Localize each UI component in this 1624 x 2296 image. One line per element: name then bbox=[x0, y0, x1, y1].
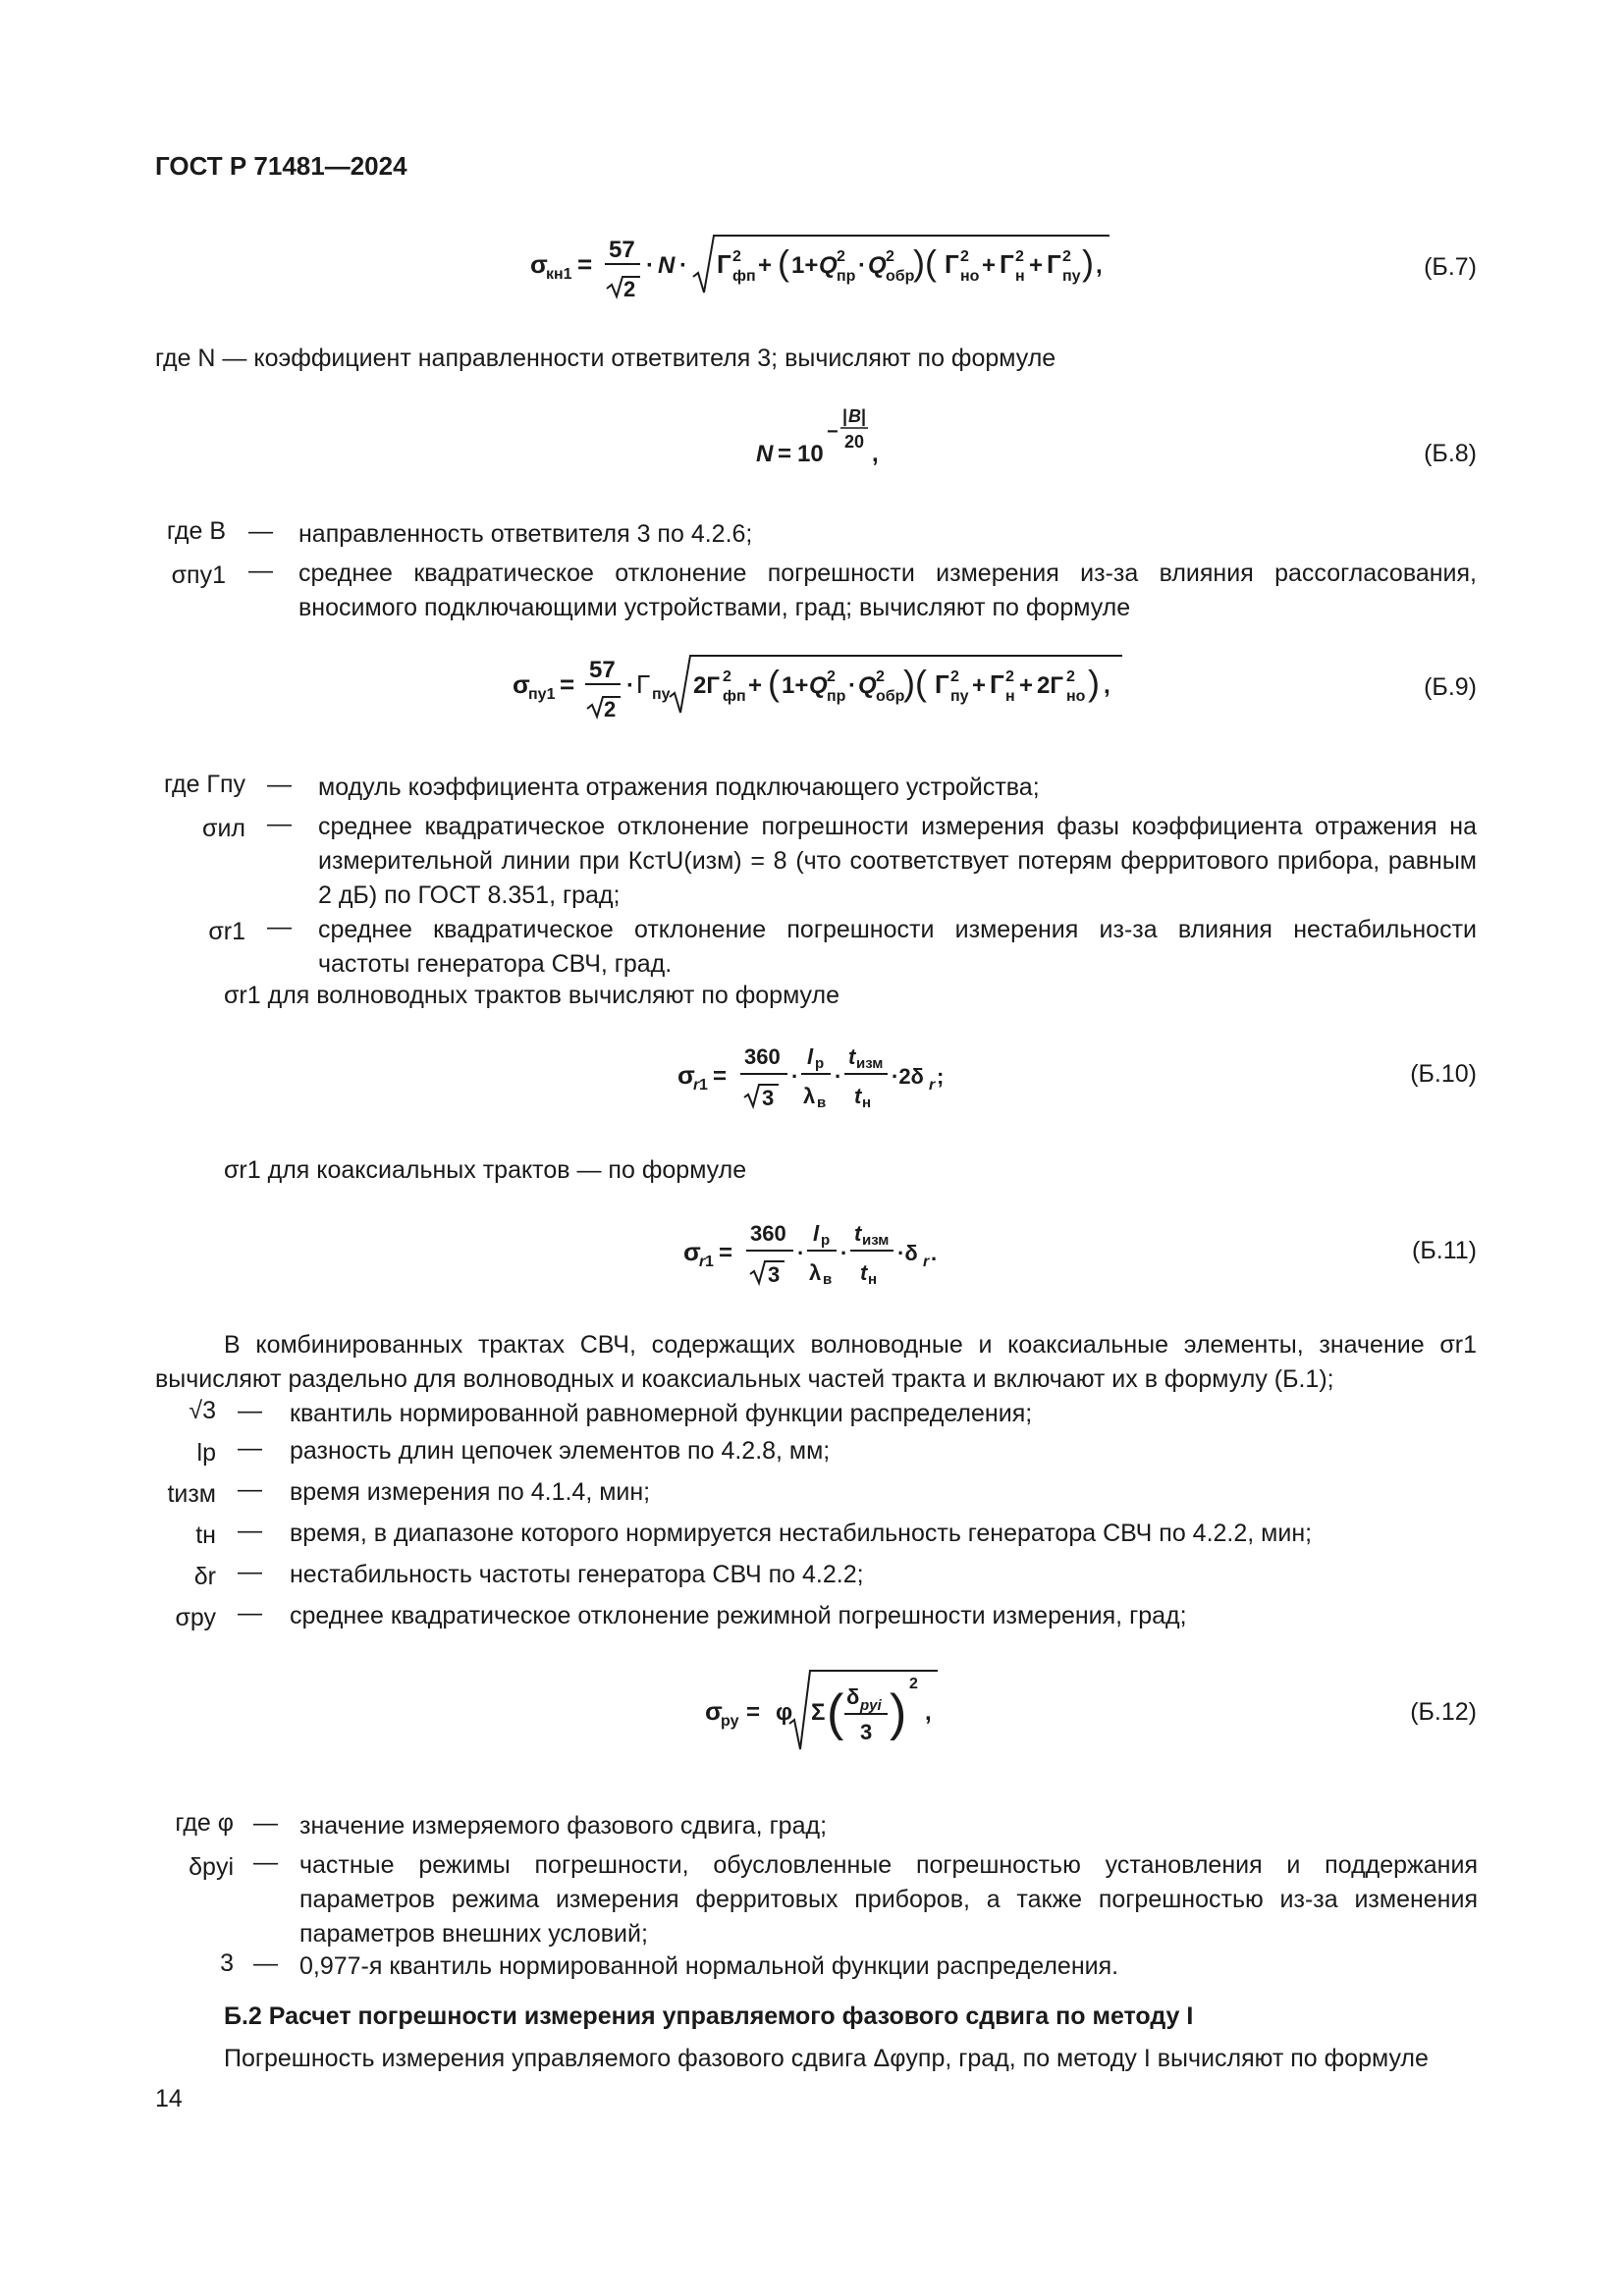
svg-text:φ: φ bbox=[776, 1699, 793, 1726]
svg-text:1: 1 bbox=[699, 1077, 708, 1094]
svg-text:|: | bbox=[861, 406, 867, 426]
formula-b11 bbox=[677, 1213, 972, 1302]
svg-text:Q: Q bbox=[809, 672, 828, 699]
dash: — bbox=[267, 913, 292, 940]
svg-text:σ: σ bbox=[677, 1060, 695, 1090]
svg-text:пу: пу bbox=[1062, 268, 1081, 285]
definition-label: где Гпу bbox=[163, 771, 245, 798]
svg-text:t: t bbox=[848, 1044, 856, 1069]
svg-text:·: · bbox=[840, 1241, 848, 1265]
svg-text:пу: пу bbox=[652, 686, 671, 703]
dash: — bbox=[253, 1809, 278, 1837]
definition-label: где B bbox=[166, 517, 226, 545]
document-header: ГОСТ Р 71481—2024 bbox=[155, 151, 407, 181]
definition-text: направленность ответвителя 3 по 4.2.6; bbox=[298, 520, 753, 548]
svg-text:пу: пу bbox=[950, 688, 969, 705]
definition-label: δr bbox=[193, 1563, 216, 1590]
svg-text:2: 2 bbox=[1015, 248, 1024, 265]
svg-text:10: 10 bbox=[797, 441, 824, 467]
svg-text:N: N bbox=[756, 441, 774, 467]
dash: — bbox=[253, 1949, 278, 1977]
svg-text:(: ( bbox=[768, 663, 780, 703]
svg-text:Q: Q bbox=[858, 672, 877, 699]
svg-text:)(: )( bbox=[913, 242, 937, 283]
svg-text:Г: Г bbox=[990, 669, 1004, 699]
svg-text:δ: δ bbox=[846, 1684, 860, 1709]
svg-text:57: 57 bbox=[589, 657, 616, 683]
equation-number: (Б.12) bbox=[1410, 1698, 1477, 1726]
definition-label: σпу1 bbox=[171, 561, 226, 589]
dash: — bbox=[238, 1558, 262, 1585]
definition-text: модуль коэффициента отражения подключающего устройства; bbox=[318, 774, 1040, 801]
svg-text:фп: фп bbox=[723, 688, 746, 705]
svg-text:(: ( bbox=[778, 242, 789, 283]
svg-text:пр: пр bbox=[837, 268, 856, 285]
definition-text: нестабильность частоты генератора СВЧ по 4.2.2; bbox=[290, 1561, 864, 1588]
definition-text: среднее квадратическое отклонение погрешности измерения из-за влияния рассогласования, вносимого подключающими устройствами, град; вычисляют по формуле bbox=[298, 560, 1477, 621]
svg-text:l: l bbox=[807, 1044, 814, 1069]
svg-text:360: 360 bbox=[744, 1044, 781, 1069]
formula-b9 bbox=[503, 648, 1131, 726]
svg-text:B: B bbox=[848, 406, 861, 426]
svg-text:2: 2 bbox=[732, 248, 741, 265]
svg-text:2: 2 bbox=[1062, 248, 1071, 265]
definition-text: разность длин цепочек элементов по 4.2.8, мм; bbox=[290, 1437, 831, 1465]
svg-text:в: в bbox=[823, 1271, 833, 1288]
svg-text:=: = bbox=[560, 669, 575, 699]
section-heading-b2: Б.2 Расчет погрешности измерения управляемого фазового сдвига по методу I bbox=[224, 2002, 1194, 2030]
svg-text:=: = bbox=[778, 441, 792, 467]
svg-text:2: 2 bbox=[837, 248, 845, 265]
svg-text:σ: σ bbox=[705, 1696, 723, 1726]
svg-text:·: · bbox=[848, 672, 856, 699]
svg-text:.: . bbox=[931, 1241, 938, 1265]
svg-text:+: + bbox=[972, 672, 987, 699]
svg-text:кн1: кн1 bbox=[546, 266, 572, 283]
svg-text:но: но bbox=[1066, 688, 1086, 705]
dash: — bbox=[248, 557, 273, 584]
svg-text:пр: пр bbox=[827, 688, 846, 705]
svg-text:r: r bbox=[699, 1254, 706, 1270]
svg-text:r: r bbox=[923, 1254, 930, 1270]
svg-text:2: 2 bbox=[960, 248, 969, 265]
svg-text:2: 2 bbox=[886, 248, 894, 265]
svg-text:н: н bbox=[1015, 268, 1025, 285]
svg-text:3: 3 bbox=[768, 1262, 781, 1287]
equation-number: (Б.11) bbox=[1412, 1237, 1477, 1264]
svg-text:Г: Г bbox=[935, 669, 949, 699]
dash: — bbox=[238, 1599, 262, 1627]
svg-text:рyi: рyi bbox=[860, 1697, 882, 1714]
svg-text:−: − bbox=[827, 421, 839, 443]
definition-text: значение измеряемого фазового сдвига, град; bbox=[299, 1812, 828, 1840]
svg-text:3: 3 bbox=[860, 1720, 873, 1744]
equation-number: (Б.9) bbox=[1424, 673, 1477, 701]
definition-text: среднее квадратическое отклонение погрешности измерения из-за влияния нестабильности частоты генератора СВЧ, град. bbox=[318, 916, 1477, 978]
svg-text:обр: обр bbox=[876, 688, 905, 705]
svg-text:2Г: 2Г bbox=[693, 672, 720, 699]
svg-text:1+: 1+ bbox=[791, 252, 819, 279]
dash: — bbox=[267, 810, 292, 837]
definition-text: среднее квадратическое отклонение погрешности измерения фазы коэффициента отражения на измерительной линии при КстU(изм) = 8 (что соответствует потерям ферритового прибора, равным 2 дБ) по ГОСТ 8.351, град; bbox=[318, 813, 1477, 909]
dash: — bbox=[248, 517, 273, 545]
svg-text:Г: Г bbox=[1000, 249, 1014, 279]
svg-text:=: = bbox=[746, 1699, 761, 1726]
svg-text:l: l bbox=[813, 1221, 820, 1246]
svg-text:·: · bbox=[646, 252, 654, 279]
definition-label: δрyi bbox=[189, 1853, 234, 1881]
formula-b7 bbox=[520, 228, 1110, 306]
dash: — bbox=[267, 771, 292, 798]
svg-text:2: 2 bbox=[950, 668, 959, 685]
dash: — bbox=[238, 1434, 262, 1462]
svg-text:,: , bbox=[872, 441, 879, 467]
svg-text:=: = bbox=[577, 249, 593, 279]
paragraph-sr1-waveguide: σr1 для волноводных трактов вычисляют по формуле bbox=[224, 982, 839, 1009]
definition-label: √3 bbox=[189, 1397, 216, 1424]
definition-text: 0,977-я квантиль нормированной нормальной функции распределения. bbox=[299, 1952, 1119, 1980]
svg-text:·δ: ·δ bbox=[897, 1241, 918, 1265]
definition-label: σру bbox=[175, 1604, 216, 1631]
definition-text: частные режимы погрешности, обусловленные погрешностью установления и поддержания параметров режима измерения ферритовых приборов, а также погрешностью из-за изменения параметров внешних условий; bbox=[299, 1851, 1478, 1948]
svg-text:н: н bbox=[862, 1095, 872, 1111]
svg-text:1+: 1+ bbox=[782, 672, 809, 699]
svg-text:·: · bbox=[835, 1064, 842, 1089]
svg-text:+: + bbox=[1029, 252, 1044, 279]
svg-text:;: ; bbox=[937, 1064, 945, 1089]
equation-number: (Б.8) bbox=[1424, 440, 1477, 467]
page-number: 14 bbox=[155, 2085, 183, 2112]
svg-text:r: r bbox=[929, 1077, 936, 1094]
dash: — bbox=[253, 1848, 278, 1876]
svg-text:r: r bbox=[693, 1077, 700, 1094]
equation-number: (Б.7) bbox=[1424, 253, 1477, 281]
svg-text:н: н bbox=[1005, 688, 1015, 705]
definition-label: σr1 bbox=[208, 918, 245, 945]
svg-text:t: t bbox=[854, 1221, 862, 1246]
svg-text:+: + bbox=[1019, 672, 1034, 699]
svg-text:р: р bbox=[815, 1055, 825, 1072]
svg-text:·: · bbox=[679, 252, 687, 279]
svg-text:): ) bbox=[890, 1684, 907, 1741]
svg-text:+: + bbox=[982, 252, 997, 279]
svg-text:,: , bbox=[925, 1699, 932, 1726]
svg-text:57: 57 bbox=[609, 237, 635, 263]
dash: — bbox=[238, 1517, 262, 1544]
svg-text:пу1: пу1 bbox=[528, 686, 556, 703]
svg-text:2: 2 bbox=[723, 668, 731, 685]
svg-text:σ: σ bbox=[683, 1237, 701, 1266]
svg-text:λ: λ bbox=[803, 1084, 816, 1108]
svg-text:но: но bbox=[960, 268, 980, 285]
svg-text:,: , bbox=[1096, 252, 1103, 279]
svg-text:2: 2 bbox=[1066, 668, 1075, 685]
paragraph-b2: Погрешность измерения управляемого фазового сдвига Δφупр, град, по методу I вычисляют по формуле bbox=[224, 2045, 1429, 2072]
svg-text:·: · bbox=[797, 1241, 805, 1265]
definition-text: время измерения по 4.1.4, мин; bbox=[290, 1478, 651, 1506]
svg-text:н: н bbox=[868, 1271, 878, 1288]
formula-b8 bbox=[746, 402, 923, 471]
definition-label: σил bbox=[202, 815, 245, 842]
svg-text:=: = bbox=[719, 1240, 733, 1266]
definition-label: tизм bbox=[167, 1480, 216, 1508]
dash: — bbox=[238, 1397, 262, 1424]
definition-label: tн bbox=[195, 1522, 216, 1549]
svg-text:λ: λ bbox=[809, 1260, 822, 1285]
svg-text:3: 3 bbox=[762, 1086, 775, 1110]
svg-text:2: 2 bbox=[876, 668, 885, 685]
svg-text:σ: σ bbox=[530, 249, 548, 279]
paragraph-sr1-coax: σr1 для коаксиальных трактов — по формуле bbox=[224, 1156, 747, 1184]
svg-text:2: 2 bbox=[909, 1676, 918, 1692]
svg-text:·: · bbox=[791, 1064, 799, 1089]
definition-text: время, в диапазоне которого нормируется нестабильность генератора СВЧ по 4.2.2, мин; bbox=[290, 1520, 1313, 1547]
dash: — bbox=[238, 1475, 262, 1503]
formula-b10 bbox=[672, 1037, 986, 1125]
svg-text:фп: фп bbox=[732, 268, 756, 285]
svg-text:t: t bbox=[860, 1260, 868, 1285]
svg-text:2Г: 2Г bbox=[1037, 672, 1063, 699]
svg-text:N: N bbox=[658, 252, 676, 279]
equation-number: (Б.10) bbox=[1410, 1060, 1477, 1088]
paragraph-combined: В комбинированных трактах СВЧ, содержащих волноводные и коаксиальные элементы, значение σr1 вычисляют раздельно для волноводных и коаксиальных частей тракта и включают их в формулу (Б.1); bbox=[155, 1331, 1477, 1393]
svg-text:2: 2 bbox=[623, 277, 636, 301]
svg-text:)(: )( bbox=[903, 663, 927, 703]
svg-text:изм: изм bbox=[856, 1055, 884, 1072]
svg-text:Q: Q bbox=[819, 252, 838, 279]
svg-text:·: · bbox=[858, 252, 866, 279]
svg-text:360: 360 bbox=[750, 1221, 786, 1246]
svg-text:Σ: Σ bbox=[811, 1699, 826, 1726]
svg-text:+: + bbox=[748, 672, 763, 699]
svg-text:=: = bbox=[713, 1063, 728, 1090]
svg-text:·: · bbox=[626, 672, 634, 699]
svg-text:р: р bbox=[821, 1232, 831, 1249]
svg-text:2: 2 bbox=[827, 668, 836, 685]
svg-text:ру: ру bbox=[721, 1713, 739, 1730]
svg-text:·2δ: ·2δ bbox=[892, 1064, 924, 1089]
svg-text:2: 2 bbox=[604, 697, 617, 721]
svg-text:2: 2 bbox=[1005, 668, 1014, 685]
svg-text:(: ( bbox=[827, 1684, 844, 1741]
paragraph-where-n: где N — коэффициент направленности ответвителя 3; вычисляют по формуле bbox=[155, 345, 1056, 372]
svg-text:1: 1 bbox=[705, 1254, 714, 1270]
definition-label: где φ bbox=[175, 1809, 234, 1837]
svg-text:в: в bbox=[817, 1095, 827, 1111]
definition-text: квантиль нормированной равномерной функции распределения; bbox=[290, 1400, 1033, 1427]
svg-text:обр: обр bbox=[886, 268, 915, 285]
svg-text:Г: Г bbox=[945, 249, 959, 279]
definition-label: lр bbox=[196, 1439, 216, 1467]
svg-text:,: , bbox=[1104, 672, 1110, 699]
svg-text:Q: Q bbox=[868, 252, 887, 279]
svg-text:Г: Г bbox=[717, 249, 731, 279]
svg-text:σ: σ bbox=[513, 669, 530, 699]
definition-label: 3 bbox=[220, 1949, 234, 1977]
svg-text:Г: Г bbox=[636, 669, 651, 699]
svg-text:): ) bbox=[1082, 242, 1094, 283]
svg-text:20: 20 bbox=[844, 432, 865, 452]
svg-text:|: | bbox=[842, 406, 848, 426]
formula-b12 bbox=[699, 1659, 954, 1767]
definition-text: среднее квадратическое отклонение режимной погрешности измерения, град; bbox=[290, 1602, 1187, 1629]
svg-text:t: t bbox=[854, 1084, 862, 1108]
svg-text:): ) bbox=[1088, 663, 1100, 703]
svg-text:Г: Г bbox=[1047, 249, 1061, 279]
svg-text:+: + bbox=[758, 252, 773, 279]
svg-text:изм: изм bbox=[862, 1232, 890, 1249]
